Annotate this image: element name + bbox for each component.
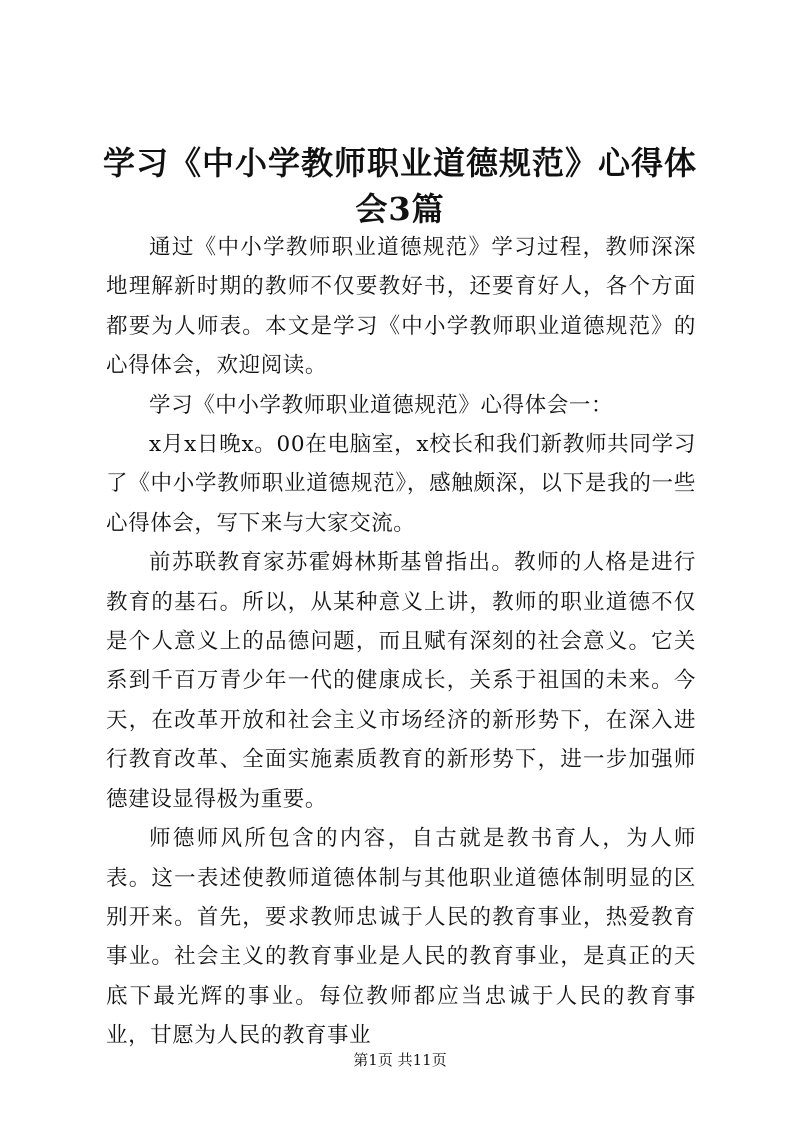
document-body — [106, 228, 696, 1056]
body-paragraph: 前苏联教育家苏霍姆林斯基曾指出。教师的人格是进行教育的基石。所以，从某种意义上讲，教师的职业道德不仅是个人意义上的品德问题，而且赋有深刻的社会意义。它关系到千百万青少年一代的健康成长，关系于祖国的未来。今天，在改革开放和社会主义市场经济的新形势下，在深入进行教育改革、全面实施素质教育的新形势下，进一步加强师德建设显得极为重要。 — [106, 550, 696, 812]
intro-paragraph: 通过《中小学教师职业道德规范》学习过程，教师深深地理解新时期的教师不仅要教好书，还要育好人，各个方面都要为人师表。本文是学习《中小学教师职业道德规范》的心得体会，欢迎阅读。 — [106, 235, 696, 379]
page-footer: 第1页 共11页 — [353, 1051, 447, 1069]
document-title: 学习《中小学教师职业道德规范》心得体会3篇 — [102, 144, 697, 228]
body-paragraph: 师德师风所包含的内容，自古就是教书育人，为人师表。这一表述使教师道德体制与其他职业道德体制明显的区别开来。首先，要求教师忠诚于人民的教育事业，热爱教育事业。社会主义的教育事业是人民的教育事业，是真正的天底下最光辉的事业。每位教师都应当忠诚于人民的教育事业，甘愿为人民的教育事业 — [106, 826, 696, 1049]
body-paragraph: x月x日晚x。00在电脑室，x校长和我们新教师共同学习了《中小学教师职业道德规范》，感触颇深，以下是我的一些心得体会，写下来与大家交流。 — [106, 432, 696, 536]
section-heading: 学习《中小学教师职业道德规范》心得体会一： — [149, 392, 614, 418]
